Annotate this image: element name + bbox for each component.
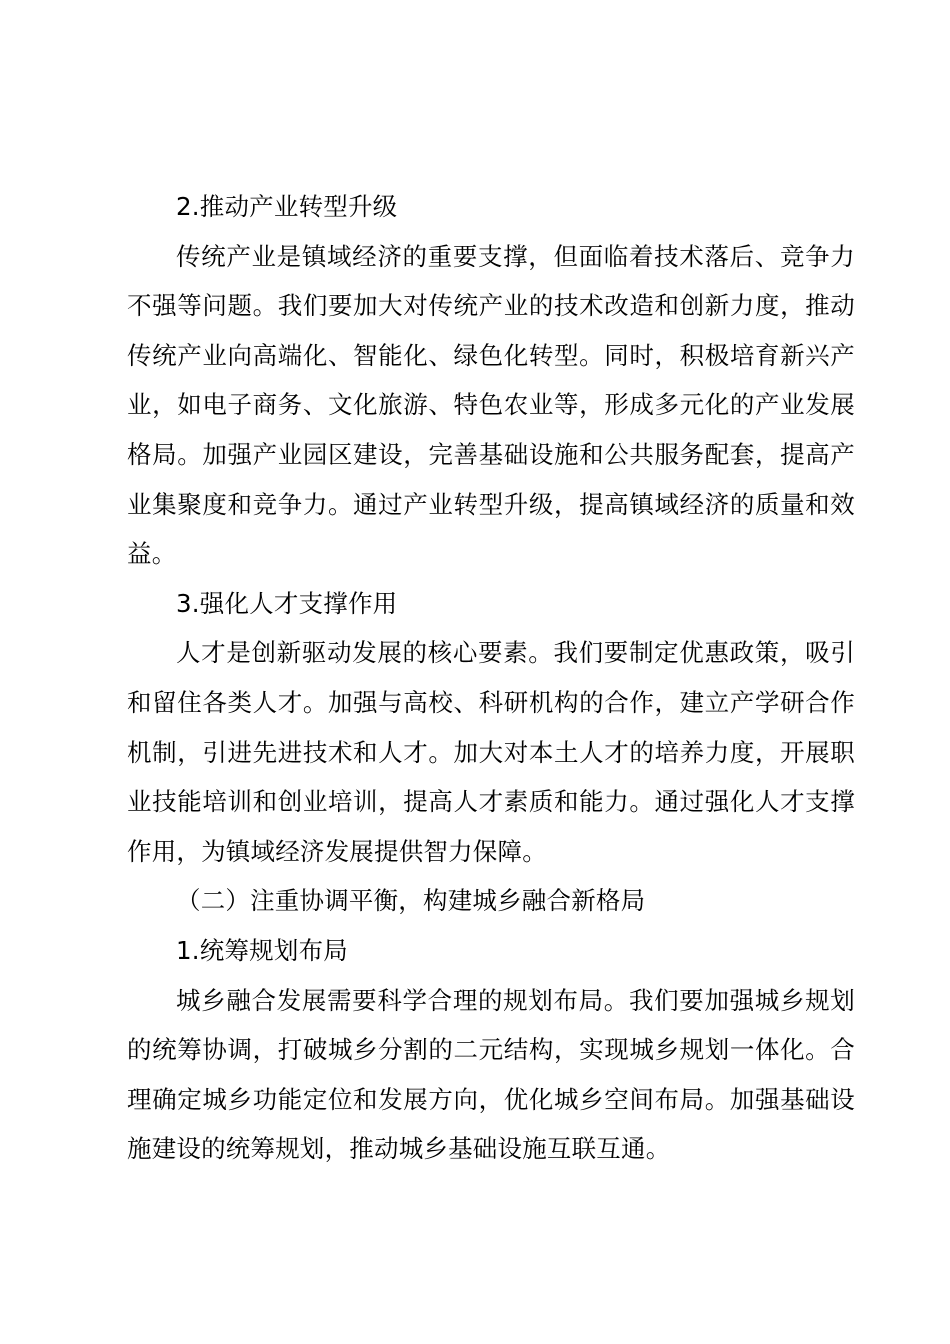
paragraph-talent-support: 人才是创新驱动发展的核心要素。我们要制定优惠政策，吸引和留住各类人才。加强与高校、科研机构的合作，建立产学研合作机制，引进先进技术和人才。加大对本土人才的培养力度，开展职业技能培训和创业培训，提高人才素质和能力。通过强化人才支撑作用，为镇域经济发展提供智力保障。: [127, 638, 855, 866]
section-heading-industry-upgrade: 2.推动产业转型升级: [176, 192, 398, 221]
document-body: [127, 182, 855, 1174]
paragraph-planning-layout: 城乡融合发展需要科学合理的规划布局。我们要加强城乡规划的统筹协调，打破城乡分割的二元结构，实现城乡规划一体化。合理确定城乡功能定位和发展方向，优化城乡空间布局。加强基础设施建设的统筹规划，推动城乡基础设施互联互通。: [127, 985, 855, 1164]
section-heading-planning-layout: 1.统筹规划布局: [176, 935, 348, 965]
paragraph-industry-upgrade: 传统产业是镇域经济的重要支撑，但面临着技术落后、竞争力不强等问题。我们要加大对传统产业的技术改造和创新力度，推动传统产业向高端化、智能化、绿色化转型。同时，积极培育新兴产业，如电子商务、文化旅游、特色农业等，形成多元化的产业发展格局。加强产业园区建设，完善基础设施和公共服务配套，提高产业集聚度和竞争力。通过产业转型升级，提高镇域经济的质量和效益。: [127, 241, 855, 569]
section-heading-talent-support: 3.强化人才支撑作用: [176, 588, 398, 618]
section-heading-urban-rural-integration: （二）注重协调平衡，构建城乡融合新格局: [176, 886, 646, 916]
